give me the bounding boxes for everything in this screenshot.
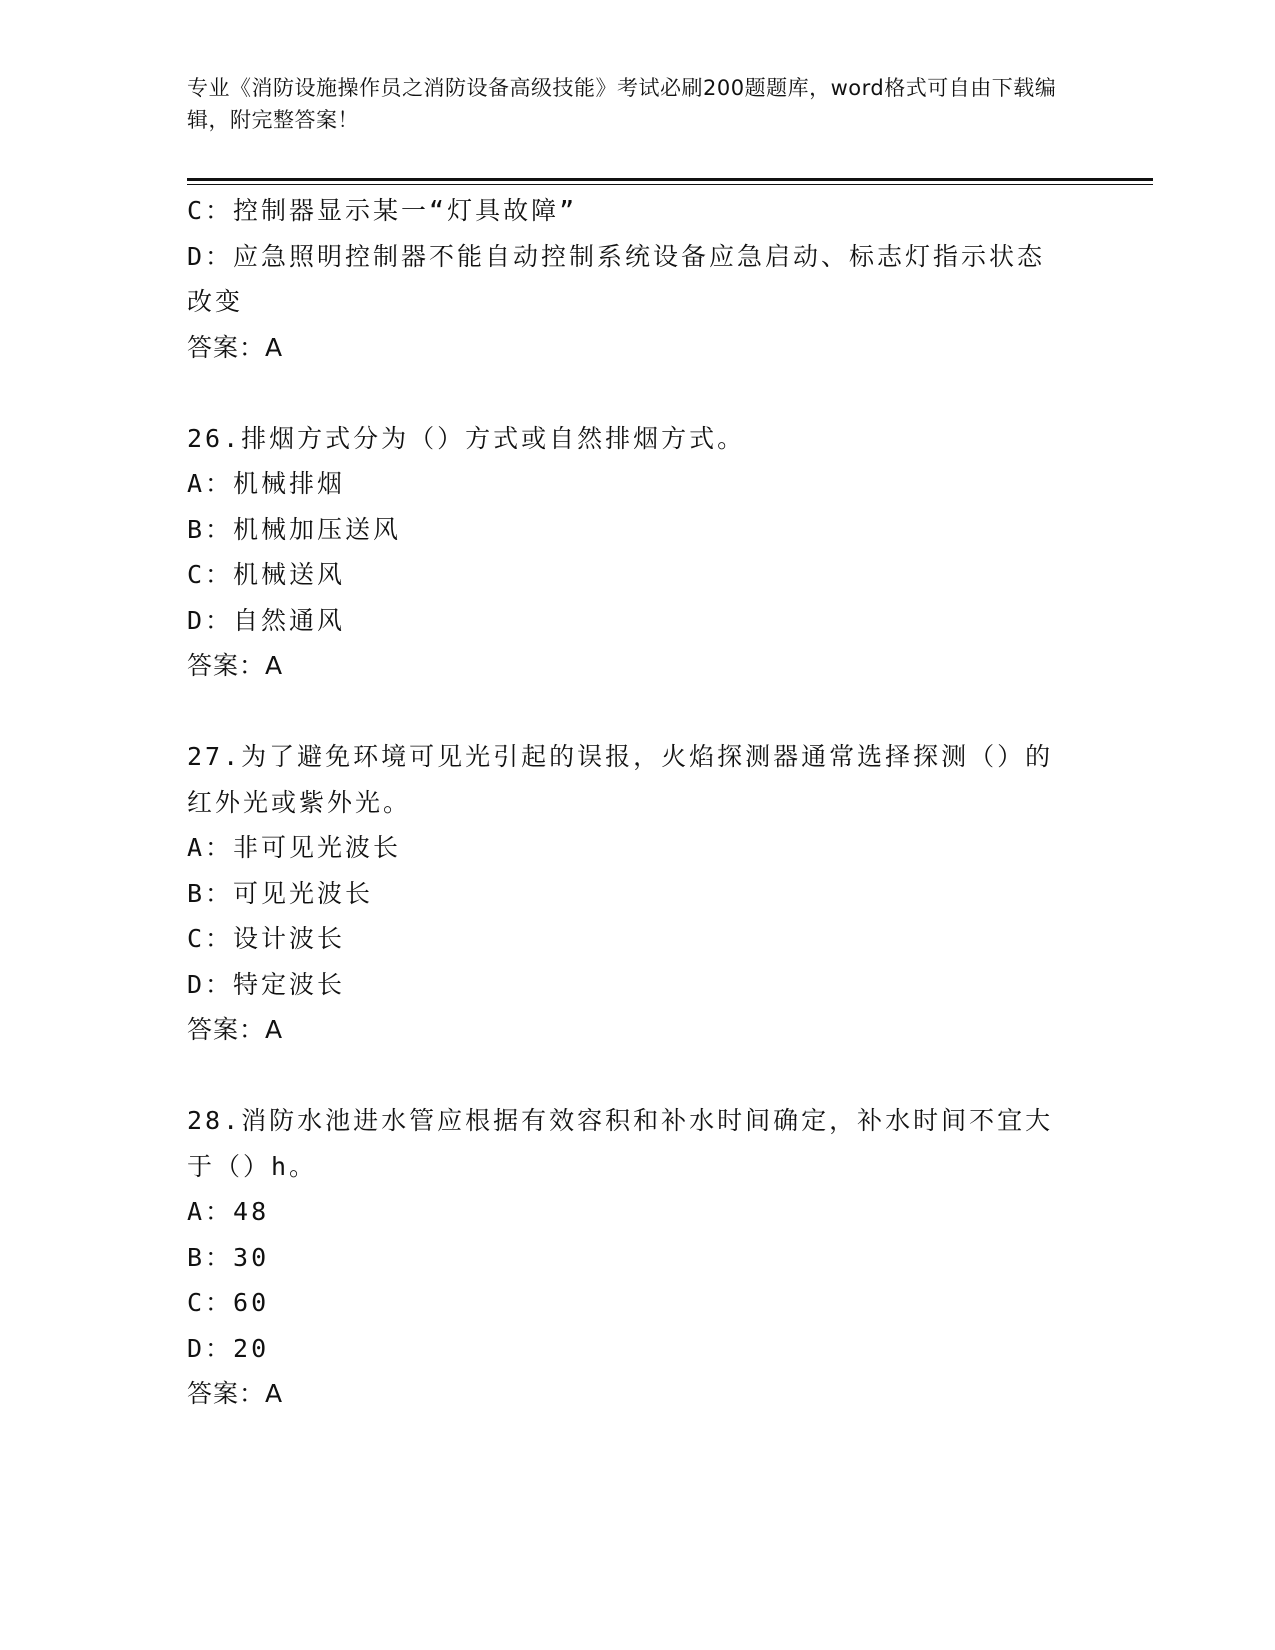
- question-stem: 28.消防水池进水管应根据有效容积和补水时间确定，补水时间不宜大于（）h。: [187, 1106, 1054, 1181]
- document-header: 专业《消防设施操作员之消防设备高级技能》考试必刷200题题库，word格式可自由下载编辑，附完整答案！: [187, 76, 1057, 132]
- question-28: [187, 1098, 1067, 1417]
- option-d: D：自然通风: [187, 605, 346, 635]
- option-a: A：机械排烟: [187, 469, 346, 498]
- option-b: B：可见光波长: [187, 878, 374, 908]
- answer-line: 答案：A: [187, 1015, 284, 1044]
- question-content: [187, 188, 1067, 1417]
- option-c: C：设计波长: [187, 924, 346, 953]
- header-divider-thick: [187, 178, 1153, 181]
- option-a: A：非可见光波长: [187, 833, 402, 862]
- option-d: D：特定波长: [187, 969, 346, 999]
- question-27: [187, 734, 1067, 1053]
- option-c: C：控制器显示某一“灯具故障”: [187, 196, 578, 225]
- answer-line: 答案：A: [187, 1379, 284, 1408]
- spacer: [187, 1053, 1067, 1099]
- answer-line: 答案：A: [187, 332, 284, 362]
- option-c: C：60: [187, 1288, 270, 1317]
- option-b: B：机械加压送风: [187, 514, 402, 544]
- option-b: B：30: [187, 1242, 270, 1272]
- answer-line: 答案：A: [187, 651, 284, 680]
- question-stem: 27.为了避免环境可见光引起的误报，火焰探测器通常选择探测（）的红外光或紫外光。: [187, 742, 1054, 817]
- spacer: [187, 689, 1067, 735]
- option-a: A：48: [187, 1197, 270, 1226]
- header-divider-thin: [187, 184, 1153, 185]
- option-c: C：机械送风: [187, 560, 346, 589]
- previous-question-tail: [187, 188, 1067, 370]
- option-d: D：20: [187, 1333, 270, 1363]
- option-d: D：应急照明控制器不能自动控制系统设备应急启动、标志灯指示状态改变: [187, 241, 1046, 316]
- question-26: [187, 416, 1067, 689]
- spacer: [187, 370, 1067, 416]
- question-stem: 26.排烟方式分为（）方式或自然排烟方式。: [187, 423, 746, 453]
